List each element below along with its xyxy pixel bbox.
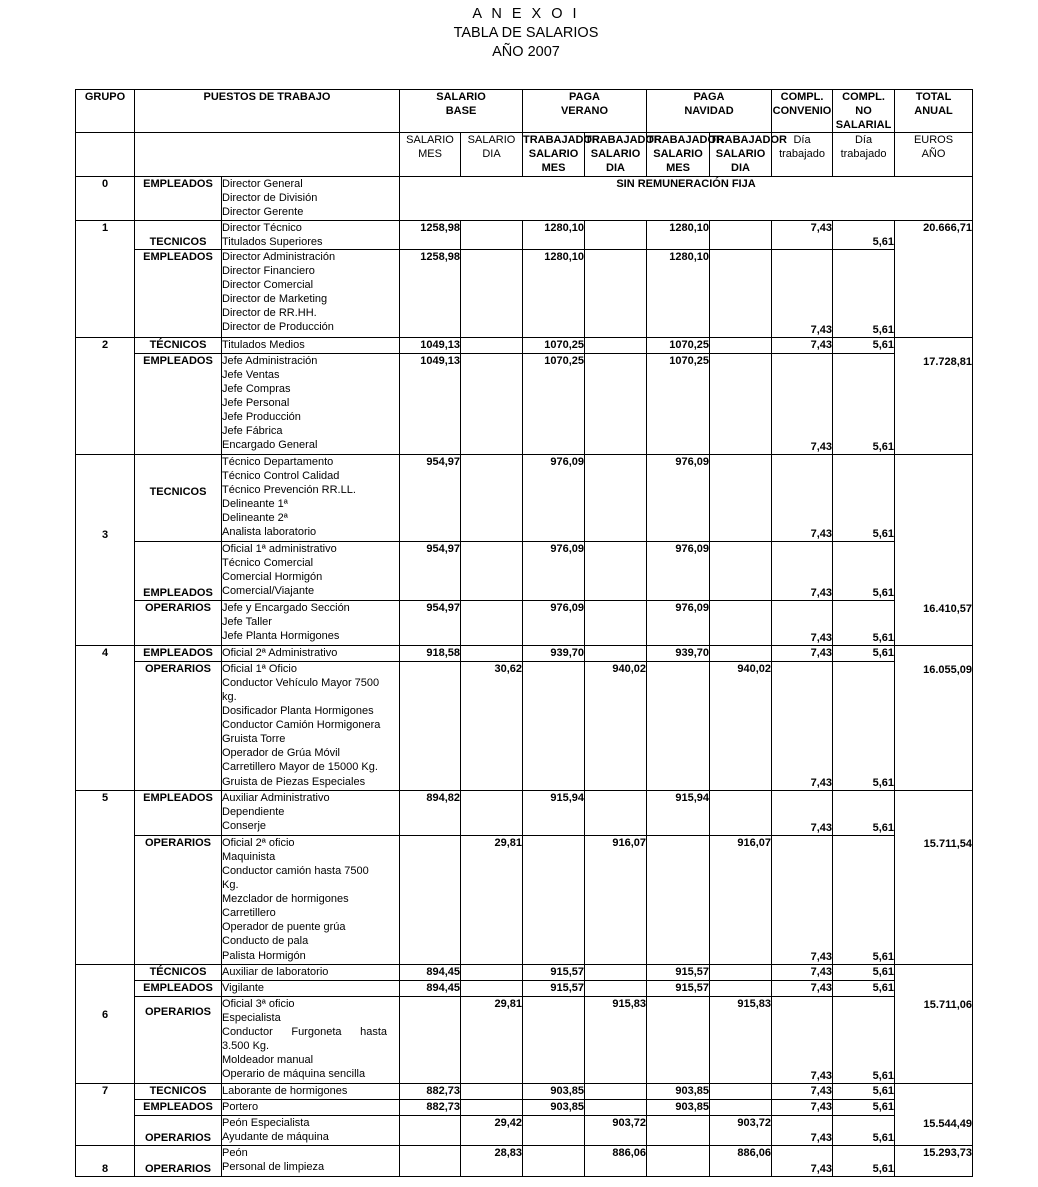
job-list: Jefe y Encargado Sección Jefe Taller Jefe Planta Hormigones — [222, 600, 400, 645]
title-ano: AÑO 2007 — [492, 44, 560, 60]
compl-no-salarial: 5,61 — [833, 220, 895, 249]
compl-no-salarial: 5,61 — [833, 996, 895, 1083]
header-row-1 — [76, 90, 973, 133]
category-label: OPERARIOS — [135, 996, 222, 1083]
table-row — [76, 1145, 973, 1176]
verano-dia: 903,72 — [585, 1115, 647, 1145]
job-list: Portero — [222, 1099, 400, 1115]
verano-mes: 1070,25 — [523, 337, 585, 353]
subheader-verano-mes: TRABAJADOR SALARIO MES — [523, 134, 600, 175]
table-row — [76, 964, 973, 980]
verano-dia: 916,07 — [585, 835, 647, 964]
verano-mes: 1280,10 — [523, 249, 585, 337]
navidad-dia: 940,02 — [710, 661, 772, 790]
job-list: Laborante de hormigones — [222, 1083, 400, 1099]
group-number: 5 — [76, 790, 135, 964]
category-label: OPERARIOS — [135, 600, 222, 645]
total-anual: 15.711,54 — [895, 790, 973, 964]
compl-convenio: 7,43 — [772, 454, 833, 541]
compl-no-salarial: 5,61 — [833, 454, 895, 541]
group-number: 0 — [76, 176, 135, 220]
salario-mes: 894,45 — [400, 964, 461, 980]
verano-dia: 915,83 — [585, 996, 647, 1083]
compl-no-salarial: 5,61 — [833, 661, 895, 790]
salario-dia: 29,42 — [461, 1115, 523, 1145]
header-paga-navidad: PAGA NAVIDAD — [647, 90, 772, 133]
compl-convenio: 7,43 — [772, 1083, 833, 1099]
job-list: Oficial 2ª oficio Maquinista Conductor camión hasta 7500 Kg. Mezclador de hormigones Carretillero Operador de puente grúa Conducto de pala Palista Hormigón — [222, 835, 400, 964]
verano-mes: 915,57 — [523, 964, 585, 980]
total-anual: 15.293,73 — [895, 1145, 973, 1176]
category-label: TECNICOS — [135, 220, 222, 249]
table-row — [76, 249, 973, 337]
group-number: 1 — [76, 220, 135, 337]
navidad-mes: 1070,25 — [647, 337, 710, 353]
navidad-mes: 1070,25 — [647, 353, 710, 454]
navidad-mes: 903,85 — [647, 1083, 710, 1099]
compl-convenio: 7,43 — [772, 835, 833, 964]
category-label: TÉCNICOS — [135, 964, 222, 980]
job-list: Oficial 2ª Administrativo — [222, 645, 400, 661]
compl-convenio: 7,43 — [772, 790, 833, 835]
compl-convenio: 7,43 — [772, 661, 833, 790]
navidad-mes: 939,70 — [647, 645, 710, 661]
navidad-mes: 915,57 — [647, 980, 710, 996]
compl-no-salarial: 5,61 — [833, 600, 895, 645]
header-grupo: GRUPO — [76, 90, 135, 133]
verano-mes: 976,09 — [523, 454, 585, 541]
compl-no-salarial: 5,61 — [833, 835, 895, 964]
verano-mes: 976,09 — [523, 600, 585, 645]
total-anual: 17.728,81 — [895, 337, 973, 454]
table-row — [76, 541, 973, 600]
job-list: Auxiliar de laboratorio — [222, 964, 400, 980]
job-list: Peón Especialista Ayudante de máquina — [222, 1115, 400, 1145]
salario-mes: 954,97 — [400, 600, 461, 645]
subheader-verano-dia: TRABAJADOR SALARIO DIA — [585, 134, 662, 175]
salario-mes: 954,97 — [400, 541, 461, 600]
compl-no-salarial: 5,61 — [833, 1145, 895, 1176]
navidad-mes: 1280,10 — [647, 249, 710, 337]
category-label: EMPLEADOS — [135, 645, 222, 661]
verano-dia: 940,02 — [585, 661, 647, 790]
salario-mes: 918,58 — [400, 645, 461, 661]
compl-convenio: 7,43 — [772, 964, 833, 980]
table-row — [76, 600, 973, 645]
navidad-mes: 915,94 — [647, 790, 710, 835]
compl-no-salarial: 5,61 — [833, 1083, 895, 1099]
navidad-mes: 976,09 — [647, 541, 710, 600]
category-label: EMPLEADOS — [135, 1099, 222, 1115]
job-list: Auxiliar Administrativo Dependiente Conserje — [222, 790, 400, 835]
verano-mes: 915,94 — [523, 790, 585, 835]
compl-no-salarial: 5,61 — [833, 541, 895, 600]
table-row — [76, 454, 973, 541]
salario-dia: 30,62 — [461, 661, 523, 790]
job-list: Vigilante — [222, 980, 400, 996]
salario-mes: 894,45 — [400, 980, 461, 996]
total-anual: 16.410,57 — [895, 454, 973, 645]
verano-mes: 1280,10 — [523, 220, 585, 249]
salario-mes: 1049,13 — [400, 353, 461, 454]
salario-dia: 29,81 — [461, 835, 523, 964]
subheader-nosalarial-dia: Día trabajado — [833, 133, 895, 176]
navidad-mes: 1280,10 — [647, 220, 710, 249]
group-number: 2 — [76, 337, 135, 454]
table-row — [76, 980, 973, 996]
compl-convenio: 7,43 — [772, 996, 833, 1083]
header-compl-convenio: COMPL. CONVENIO — [772, 90, 833, 133]
document-title — [0, 5, 1038, 62]
compl-convenio: 7,43 — [772, 541, 833, 600]
compl-no-salarial: 5,61 — [833, 980, 895, 996]
compl-convenio: 7,43 — [772, 220, 833, 249]
verano-mes: 915,57 — [523, 980, 585, 996]
category-label: OPERARIOS — [135, 661, 222, 790]
salario-dia: 28,83 — [461, 1145, 523, 1176]
compl-no-salarial: 5,61 — [833, 1115, 895, 1145]
group-number: 6 — [76, 964, 135, 1083]
category-label: OPERARIOS — [135, 835, 222, 964]
salario-mes: 1049,13 — [400, 337, 461, 353]
header-paga-verano: PAGA VERANO — [523, 90, 647, 133]
compl-no-salarial: 5,61 — [833, 353, 895, 454]
category-label: OPERARIOS — [135, 1115, 222, 1145]
sin-remuneracion-note: SIN REMUNERACIÓN FIJA — [400, 176, 973, 220]
verano-mes: 903,85 — [523, 1099, 585, 1115]
navidad-mes: 915,57 — [647, 964, 710, 980]
table-row — [76, 176, 973, 220]
category-label: TÉCNICOS — [135, 337, 222, 353]
job-list: Director Administración Director Financiero Director Comercial Director de Marketing Director de RR.HH. Director de Producción — [222, 249, 400, 337]
salario-mes: 954,97 — [400, 454, 461, 541]
navidad-dia: 915,83 — [710, 996, 772, 1083]
title-tabla: TABLA DE SALARIOS — [453, 25, 599, 41]
subheader-convenio-dia: Día trabajado — [772, 133, 833, 176]
total-anual: 16.055,09 — [895, 645, 973, 790]
category-label: TECNICOS — [135, 1083, 222, 1099]
table-row — [76, 835, 973, 964]
total-anual: 15.711,06 — [895, 964, 973, 1083]
category-label: EMPLEADOS — [135, 176, 222, 220]
group-number: 4 — [76, 645, 135, 790]
table-row — [76, 996, 973, 1083]
subheader-salario-mes: SALARIO MES — [400, 133, 461, 176]
header-row-2 — [76, 133, 973, 176]
job-list: Peón Personal de limpieza — [222, 1145, 400, 1176]
group-number: 8 — [76, 1145, 135, 1176]
compl-convenio: 7,43 — [772, 600, 833, 645]
category-label: EMPLEADOS — [135, 249, 222, 337]
compl-no-salarial: 5,61 — [833, 1099, 895, 1115]
compl-no-salarial: 5,61 — [833, 249, 895, 337]
salario-mes: 1258,98 — [400, 249, 461, 337]
job-list: Jefe Administración Jefe Ventas Jefe Compras Jefe Personal Jefe Producción Jefe Fábrica Encargado General — [222, 353, 400, 454]
navidad-mes: 976,09 — [647, 454, 710, 541]
compl-convenio: 7,43 — [772, 1115, 833, 1145]
navidad-dia: 916,07 — [710, 835, 772, 964]
table-row — [76, 1115, 973, 1145]
header-compl-no-salarial: COMPL. NO SALARIAL — [833, 90, 895, 133]
job-list: Oficial 3ª oficio Especialista Conductor Furgoneta hasta 3.500 Kg. Moldeador manual Operario de máquina sencilla — [222, 996, 400, 1083]
job-list: Oficial 1ª administrativo Técnico Comercial Comercial Hormigón Comercial/Viajante — [222, 541, 400, 600]
table-row — [76, 353, 973, 454]
compl-no-salarial: 5,61 — [833, 964, 895, 980]
navidad-dia: 903,72 — [710, 1115, 772, 1145]
compl-convenio: 7,43 — [772, 645, 833, 661]
verano-dia: 886,06 — [585, 1145, 647, 1176]
header-salario-base: SALARIO BASE — [400, 90, 523, 133]
navidad-mes: 903,85 — [647, 1099, 710, 1115]
job-list: Técnico Departamento Técnico Control Calidad Técnico Prevención RR.LL. Delineante 1ª Delineante 2ª Analista laboratorio — [222, 454, 400, 541]
job-list: Director General Director de División Director Gerente — [222, 176, 400, 220]
compl-convenio: 7,43 — [772, 353, 833, 454]
job-list: Oficial 1ª Oficio Conductor Vehículo Mayor 7500 kg. Dosificador Planta Hormigones Conductor Camión Hormigonera Gruista Torre Operador de Grúa Móvil Carretillero Mayor de 15000 Kg. Gruista de Piezas Especiales — [222, 661, 400, 790]
salario-dia: 29,81 — [461, 996, 523, 1083]
title-anexo: A N E X O I — [472, 6, 580, 22]
compl-no-salarial: 5,61 — [833, 645, 895, 661]
category-label: EMPLEADOS — [135, 980, 222, 996]
category-label: TECNICOS — [135, 454, 222, 541]
navidad-mes: 976,09 — [647, 600, 710, 645]
subheader-salario-dia: SALARIO DIA — [461, 133, 523, 176]
header-total-anual: TOTAL ANUAL — [895, 90, 973, 133]
category-label: EMPLEADOS — [135, 790, 222, 835]
table-row — [76, 645, 973, 661]
navidad-dia: 886,06 — [710, 1145, 772, 1176]
table-row — [76, 1099, 973, 1115]
compl-convenio: 7,43 — [772, 980, 833, 996]
group-number: 3 — [76, 454, 135, 645]
total-anual: 15.544,49 — [895, 1083, 973, 1145]
category-label: OPERARIOS — [135, 1145, 222, 1176]
compl-convenio: 7,43 — [772, 337, 833, 353]
category-label: EMPLEADOS — [135, 353, 222, 454]
salary-table — [75, 89, 973, 1177]
compl-convenio: 7,43 — [772, 249, 833, 337]
job-list: Titulados Medios — [222, 337, 400, 353]
verano-mes: 976,09 — [523, 541, 585, 600]
verano-mes: 939,70 — [523, 645, 585, 661]
table-row — [76, 790, 973, 835]
group-number: 7 — [76, 1083, 135, 1145]
table-row — [76, 337, 973, 353]
compl-convenio: 7,43 — [772, 1145, 833, 1176]
compl-convenio: 7,43 — [772, 1099, 833, 1115]
table-row — [76, 661, 973, 790]
category-label: EMPLEADOS — [135, 541, 222, 600]
verano-mes: 903,85 — [523, 1083, 585, 1099]
compl-no-salarial: 5,61 — [833, 790, 895, 835]
subheader-navidad-dia: TRABAJADOR SALARIO DIA — [710, 134, 787, 175]
table-row — [76, 1083, 973, 1099]
total-anual: 20.666,71 — [895, 220, 973, 337]
salario-mes: 1258,98 — [400, 220, 461, 249]
job-list: Director Técnico Titulados Superiores — [222, 220, 400, 249]
salario-mes: 882,73 — [400, 1099, 461, 1115]
subheader-euros-ano: EUROS AÑO — [895, 133, 973, 176]
table-row — [76, 220, 973, 249]
verano-mes: 1070,25 — [523, 353, 585, 454]
salario-mes: 882,73 — [400, 1083, 461, 1099]
salario-mes: 894,82 — [400, 790, 461, 835]
header-puestos: PUESTOS DE TRABAJO — [135, 90, 400, 133]
subheader-navidad-mes: TRABAJADOR SALARIO MES — [647, 134, 724, 175]
compl-no-salarial: 5,61 — [833, 337, 895, 353]
